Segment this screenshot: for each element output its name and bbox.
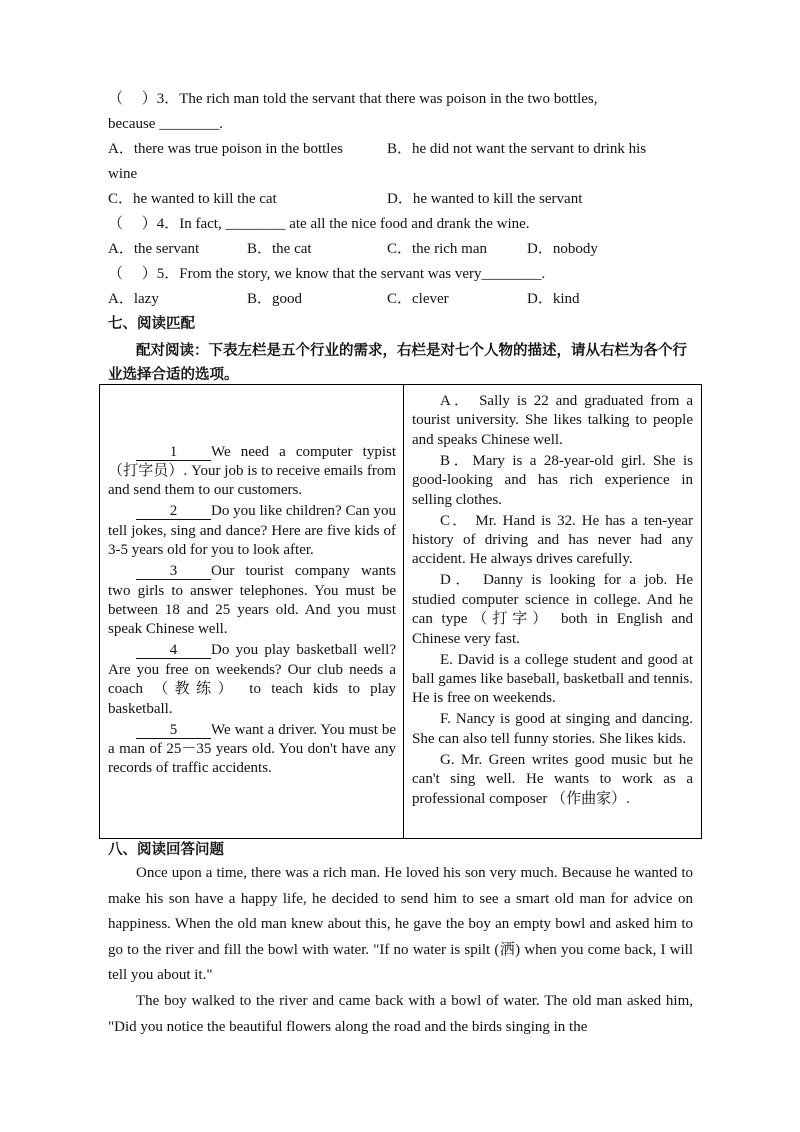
job-need-item: 3 Our tourist company wants two girls to answer telephones. You must be between 18 and 25 years old. And you must speak Chinese well. [108,563,396,638]
person-description: F. Nancy is good at singing and dancing. She can also tell funny stories. She likes kids. [412,711,693,747]
section-8-heading: 八、阅读回答问题 [108,842,224,858]
passage-paragraph: The boy walked to the river and came back with a bowl of water. The old man asked him, "Did you notice the beautiful flowers along the road and the birds singing in the [108,993,693,1035]
question-5-option-b: B．good [247,291,303,307]
person-description: D． Danny is looking for a job. He studied computer science in college. And he can type（打字） both in English and Chinese very fast. [412,572,693,647]
question-4-stem: （ ）4．In fact, ________ ate all the nice food and drank the wine. [108,216,530,232]
answer-blank[interactable]: 1 [136,444,211,461]
job-need-item: 2 Do you like children? Can you tell jokes, sing and dance? Here are five kids of 3-5 years old for you to look after. [108,503,396,559]
passage-paragraph: Once upon a time, there was a rich man. He loved his son very much. Because he wanted to make his son have a happy life, he decided to send him to see a smart old man for advice on happiness. When the old man knew about this, he gave the boy an empty bowl and asked him to go to the river and fill the bowl with water. "If no water is spilt (洒) when you come back, I will tell you about it." [108,865,693,983]
job-need-item: 1 We need a computer typist（打字员）. Your job is to receive emails from and send them to our customers. [108,443,396,499]
question-5-option-d: D．kind [527,291,580,307]
job-need-item: 5 We want a driver. You must be a man of 25－35 years old. You don't have any records of traffic accidents. [108,721,396,777]
answer-blank[interactable]: 5 [136,722,211,739]
question-3-option-b: B．he did not want the servant to drink his [387,141,647,157]
person-description: A． Sally is 22 and graduated from a tourist university. She likes talking to people and speaks Chinese well. [412,393,693,448]
job-needs-column [100,385,404,839]
question-3-stem: （ ）3．The rich man told the servant that there was poison in the two bottles, [108,91,598,107]
person-description: G. Mr. Green writes good music but he can't sing well. He wants to work as a professional composer （作曲家）. [412,751,693,807]
question-3-stem-continued: because ________. [108,116,223,132]
question-4-option-c: C．the rich man [387,241,487,257]
answer-blank[interactable]: 2 [136,503,211,520]
question-3-option-c: C．he wanted to kill the cat [108,191,277,207]
question-4-option-d: D．nobody [527,241,598,257]
section-7-heading: 七、阅读匹配 [108,316,195,332]
answer-blank[interactable]: 4 [136,642,211,659]
question-4-option-b: B．the cat [247,241,312,257]
job-need-item: 4 Do you play basketball well? Are you free on weekends? Our club needs a coach （教练） to teach kids to play basketball. [108,642,396,717]
question-3-option-d: D．he wanted to kill the servant [387,191,583,207]
question-5-option-a: A．lazy [108,291,159,307]
matching-table [99,384,702,839]
person-description: E. David is a college student and good at ball games like baseball, basketball and tennis. He is free on weekends. [412,651,693,707]
reading-passage [108,861,693,1041]
person-descriptions-column [404,385,702,839]
person-description: C． Mr. Hand is 32. He has a ten-year history of driving and has never had any accident. He always drives carefully. [412,512,693,568]
section-7-instruction: 配对阅读：下表左栏是五个行业的需求，右栏是对七个人物的描述，请从右栏为各个行业选择合适的选项。 [108,343,687,383]
answer-blank[interactable]: 3 [136,563,211,580]
question-3-option-b-continued: wine [108,166,138,182]
question-5-option-c: C．clever [387,291,449,307]
question-4-option-a: A．the servant [108,241,200,257]
person-description: B．Mary is a 28-year-old girl. She is good-looking and has rich experience in selling clothes. [412,452,693,508]
question-5-stem: （ ）5．From the story, we know that the servant was very________. [108,266,546,282]
question-3-option-a: A．there was true poison in the bottles [108,141,343,157]
